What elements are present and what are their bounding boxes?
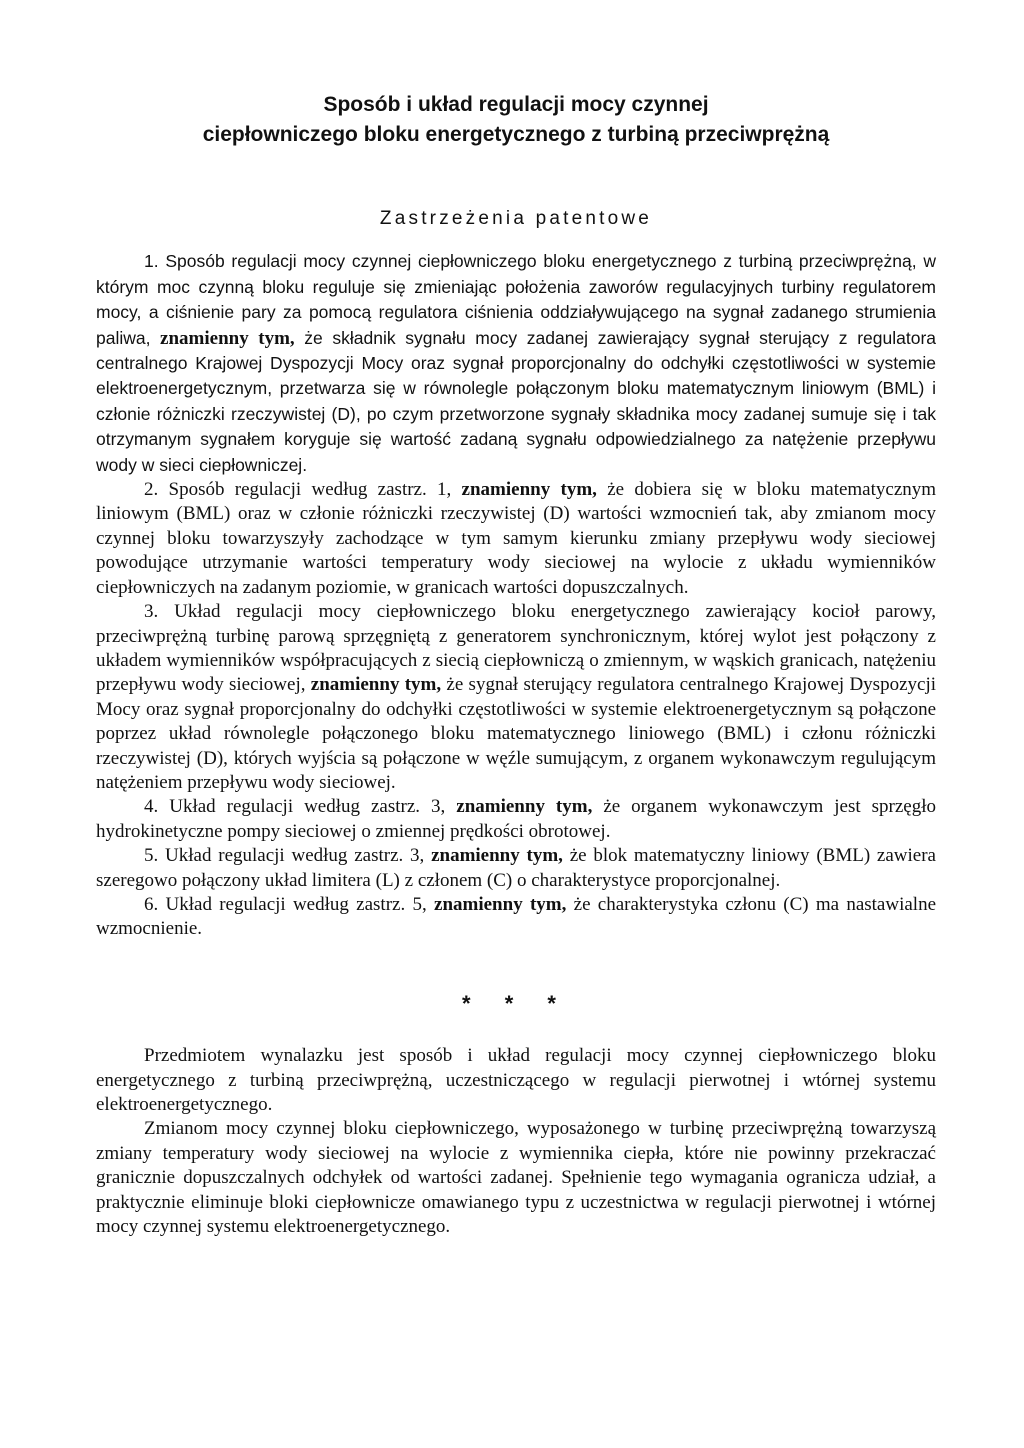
claim-2-text-cont: że dobiera się w bloku matematycznym liniowym (BML) oraz w członie różniczki rzeczywistej (D) wartości wzmocnień tak, aby zmianom mocy czynnej bloku towarzyszyły zachodzące w tym samym kierunku zmiany przepływu wody sieciowej powodujące utrzymanie wartości temperatury wody sieciowej na wylocie z układu wymienników ciepłowniczych na zadanym poziomie, w granicach wartości dopuszczalnych. (96, 479, 937, 598)
claim-6-text: 6. Układ regulacji według zastrz. 5, (144, 893, 427, 915)
claim-4-keyword: znamienny tym, (456, 796, 593, 818)
title-line-1: Sposób i układ regulacji mocy czynnej (323, 93, 709, 116)
claim-3-keyword: znamienny tym, (310, 674, 442, 696)
claim-1-text-cont: że składnik sygnału mocy zadanej zawierający sygnał sterujący z regulatora centralnego Krajowej Dyspozycji Mocy oraz sygnał proporcjonalny do odchyłki częstotliwości w systemie elektroenergetycznym, przetwarza się w równolegle połączonym bloku matematycznym liniowym (BML) i członie różniczki rzeczywistej (D), po czym przetworzone sygnały składnika mocy zadanej sumuje się i tak otrzymanym sygnałem koryguje się wartość zadaną sygnału odpowiedzialnego za natężenie przepływu wody w sieci ciepłowniczej. (96, 327, 937, 475)
section-separator: * * * (462, 990, 570, 1016)
claim-6-text-cont: że charakterystyka członu (C) ma nastawialne wzmocnienie. (96, 893, 937, 940)
description-paragraph-2: Zmianom mocy czynnej bloku ciepłowniczego, wyposażonego w turbinę przeciwprężną towarzyszą zmiany temperatury wody sieciowej na wylocie z wymiennika ciepła, które nie powinny przekraczać granicznie dopuszczalnych odchyłek od wartości zadanej. Spełnienie tego wymagania ogranicza udział, a praktycznie eliminuje bloki ciepłownicze omawianego typu z uczestnictwa w regulacji pierwotnej i wtórnej mocy czynnej systemu elektroenergetycznego. (96, 1118, 936, 1238)
claim-2-keyword: znamienny tym, (461, 479, 597, 501)
description-paragraph-1: Przedmiotem wynalazku jest sposób i układ regulacji mocy czynnej ciepłowniczego bloku energetycznego z turbiną przeciwprężną, uczestniczącego w regulacji pierwotnej i wtórnej systemu elektroenergetycznego. (96, 1045, 936, 1115)
claims-heading: Zastrzeżenia patentowe (379, 208, 653, 229)
claim-5-text: 5. Układ regulacji według zastrz. 3, (144, 845, 425, 867)
claim-3-text-cont: że sygnał sterujący regulatora centralnego Krajowej Dyspozycji Mocy oraz sygnał proporcjonalny do odchyłki częstotliwości w systemie elektroenergetycznym są połączone poprzez układ równolegle połączonego bloku matematycznego liniowego (BML) i członu różniczki rzeczywistej (D), których wyjścia są połączone w węźle sumującym, z organem wykonawczym regulującym natężeniem przepływu wody sieciowej. (96, 674, 936, 793)
claim-3 (96, 600, 936, 795)
claim-6-keyword: znamienny tym, (434, 893, 567, 915)
claim-1-keyword: znamienny tym, (160, 327, 295, 349)
claim-3-text: 3. Układ regulacji mocy ciepłowniczego bloku energetycznego zawierający kocioł parowy, przeciwprężną turbinę parową sprzęgniętą z generatorem synchronicznym, której wylot jest połączony z układem wymienników współpracujących z siecią ciepłowniczą o zmiennym, w wąskich granicach, natężeniu przepływu wody sieciowej, (96, 601, 936, 696)
claim-5-text-cont: że blok matematyczny liniowy (BML) zawiera szeregowo połączony układ limitera (L) z członem (C) o charakterystyce proporcjonalnej. (96, 845, 936, 891)
claim-6 (96, 893, 936, 942)
claim-2-text: 2. Sposób regulacji według zastrz. 1, (144, 479, 452, 501)
claim-4-text-cont: że organem wykonawczym jest sprzęgło hydrokinetyczne pompy sieciowej o zmiennej prędkości obrotowej. (96, 796, 936, 842)
claim-4-text: 4. Układ regulacji według zastrz. 3, (144, 796, 446, 818)
claim-4 (96, 795, 936, 844)
title-line-2: ciepłowniczego bloku energetycznego z turbiną przeciwprężną (202, 123, 830, 146)
claim-1-text: 1. Sposób regulacji mocy czynnej ciepłowniczego bloku energetycznego z turbiną przeciwprężną, w którym moc czynną bloku reguluje się zmieniając położenia zaworów regulacyjnych turbiny regulatorem mocy, a ciśnienie pary za pomocą regulatora ciśnienia oddziaływującego na sygnał zadanego strumienia paliwa, (96, 251, 936, 348)
document-title (96, 90, 936, 150)
claim-2 (96, 478, 936, 600)
claim-5 (96, 844, 936, 893)
claim-5-keyword: znamienny tym, (431, 845, 563, 867)
claims-section (96, 249, 936, 941)
description-section (96, 1044, 936, 1239)
claim-1 (96, 249, 936, 478)
document-page (96, 90, 936, 1239)
